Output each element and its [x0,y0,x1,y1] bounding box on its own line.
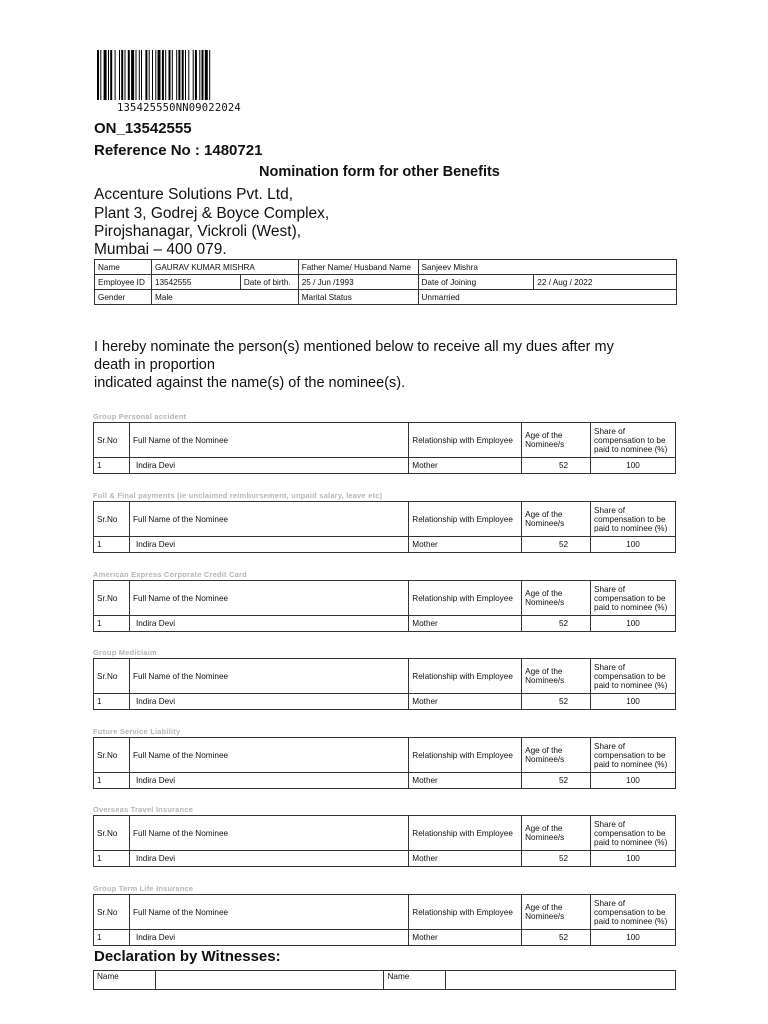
nominee-sr-no: 1 [94,851,130,867]
nominee-relationship: Mother [409,537,522,553]
header-relationship: Relationship with Employee [409,423,522,458]
nominee-share: 100 [591,851,676,867]
nominee-age: 52 [522,537,591,553]
gender-label: Gender [95,290,152,305]
nominee-table [93,894,676,946]
header-share: Share of compensation to be paid to nominee (%) [591,581,676,616]
table-row [94,773,676,789]
header-share: Share of compensation to be paid to nominee (%) [591,502,676,537]
nominee-table [93,737,676,789]
nomination-statement [94,338,694,392]
header-sr-no: Sr.No [94,581,130,616]
employee-details-table [94,259,677,305]
nominee-name: Indira Devi [129,537,408,553]
header-sr-no: Sr.No [94,895,130,930]
nomination-line-1: I hereby nominate the person(s) mentioned below to receive all my dues after my [94,339,614,355]
section-title: Group Personal accident [93,412,187,421]
nominee-table [93,501,676,553]
header-nominee-name: Full Name of the Nominee [129,502,408,537]
barcode-image [97,50,269,100]
father-name-label: Father Name/ Husband Name [298,260,418,275]
nominee-sr-no: 1 [94,616,130,632]
nominee-relationship: Mother [409,773,522,789]
table-row [94,537,676,553]
employee-id-label: Employee ID [95,275,152,290]
table-row [94,851,676,867]
nomination-line-2: death in proportion [94,357,215,373]
header-sr-no: Sr.No [94,423,130,458]
nominee-age: 52 [522,616,591,632]
name-label: Name [95,260,152,275]
nominee-relationship: Mother [409,851,522,867]
header-sr-no: Sr.No [94,502,130,537]
header-age: Age of the Nominee/s [522,581,591,616]
nominee-sr-no: 1 [94,694,130,710]
on-number: ON_13542555 [94,120,192,137]
nominee-table [93,658,676,710]
header-relationship: Relationship with Employee [409,895,522,930]
father-name: Sanjeev Mishra [418,260,676,275]
witness-name-field-1[interactable] [155,971,384,990]
header-age: Age of the Nominee/s [522,502,591,537]
nominee-name: Indira Devi [129,930,408,946]
nominee-table [93,815,676,867]
nominee-sr-no: 1 [94,930,130,946]
table-row [94,458,676,474]
nominee-share: 100 [591,930,676,946]
marital-status-label: Marital Status [298,290,418,305]
barcode-number: 135425550NN09022024 [117,102,241,114]
nominee-name: Indira Devi [129,694,408,710]
dob-label: Date of birth. [240,275,298,290]
nominee-relationship: Mother [409,930,522,946]
header-relationship: Relationship with Employee [409,502,522,537]
section-title: Overseas Travel Insurance [93,805,194,814]
nominee-sr-no: 1 [94,458,130,474]
nominee-share: 100 [591,694,676,710]
nominee-age: 52 [522,694,591,710]
nominee-age: 52 [522,851,591,867]
nominee-relationship: Mother [409,458,522,474]
nominee-sr-no: 1 [94,537,130,553]
header-relationship: Relationship with Employee [409,581,522,616]
dob-value: 25 / Jun /1993 [298,275,418,290]
marital-status-value: Unmarried [418,290,676,305]
section-title: American Express Corporate Credit Card [93,570,247,579]
header-age: Age of the Nominee/s [522,659,591,694]
header-relationship: Relationship with Employee [409,659,522,694]
header-sr-no: Sr.No [94,816,130,851]
header-share: Share of compensation to be paid to nominee (%) [591,895,676,930]
nominee-share: 100 [591,773,676,789]
witness-name-label-1: Name [94,971,156,990]
reference-number: Reference No : 1480721 [94,142,263,159]
address-line-4: Mumbai – 400 079. [94,241,227,258]
nominee-table [93,580,676,632]
nominee-relationship: Mother [409,694,522,710]
header-share: Share of compensation to be paid to nominee (%) [591,423,676,458]
gender-value: Male [151,290,298,305]
nominee-table [93,422,676,474]
header-age: Age of the Nominee/s [522,895,591,930]
nominee-name: Indira Devi [129,851,408,867]
declaration-title: Declaration by Witnesses: [94,948,281,965]
nominee-share: 100 [591,458,676,474]
witness-name-label-2: Name [384,971,446,990]
address-line-2: Plant 3, Godrej & Boyce Complex, [94,205,330,222]
header-share: Share of compensation to be paid to nominee (%) [591,738,676,773]
header-nominee-name: Full Name of the Nominee [129,816,408,851]
address-line-1: Accenture Solutions Pvt. Ltd, [94,186,294,203]
header-age: Age of the Nominee/s [522,816,591,851]
employee-name: GAURAV KUMAR MISHRA [151,260,298,275]
witness-table [93,970,676,990]
address-line-3: Pirojshanagar, Vickroli (West), [94,223,302,240]
nominee-age: 52 [522,773,591,789]
section-title: Group Mediclaim [93,648,157,657]
header-age: Age of the Nominee/s [522,738,591,773]
header-nominee-name: Full Name of the Nominee [129,581,408,616]
header-nominee-name: Full Name of the Nominee [129,659,408,694]
header-share: Share of compensation to be paid to nominee (%) [591,816,676,851]
nominee-share: 100 [591,537,676,553]
form-title: Nomination form for other Benefits [259,164,500,180]
nominee-age: 52 [522,930,591,946]
nominee-share: 100 [591,616,676,632]
header-relationship: Relationship with Employee [409,816,522,851]
nominee-sr-no: 1 [94,773,130,789]
header-sr-no: Sr.No [94,738,130,773]
table-row [94,694,676,710]
section-title: Full & Final payments (ie unclaimed reimbursement, unpaid salary, leave etc) [93,491,383,500]
header-relationship: Relationship with Employee [409,738,522,773]
nominee-name: Indira Devi [129,773,408,789]
header-nominee-name: Full Name of the Nominee [129,423,408,458]
witness-name-field-2[interactable] [446,971,676,990]
nominee-relationship: Mother [409,616,522,632]
header-share: Share of compensation to be paid to nominee (%) [591,659,676,694]
doj-value: 22 / Aug / 2022 [534,275,677,290]
header-nominee-name: Full Name of the Nominee [129,895,408,930]
employee-id: 13542555 [151,275,240,290]
table-row [94,930,676,946]
nominee-age: 52 [522,458,591,474]
nomination-line-3: indicated against the name(s) of the nominee(s). [94,375,406,391]
section-title: Future Service Liability [93,727,181,736]
nominee-name: Indira Devi [129,616,408,632]
doj-label: Date of Joining [418,275,534,290]
nominee-name: Indira Devi [129,458,408,474]
section-title: Group Term Life Insurance [93,884,194,893]
header-age: Age of the Nominee/s [522,423,591,458]
header-sr-no: Sr.No [94,659,130,694]
header-nominee-name: Full Name of the Nominee [129,738,408,773]
table-row [94,616,676,632]
